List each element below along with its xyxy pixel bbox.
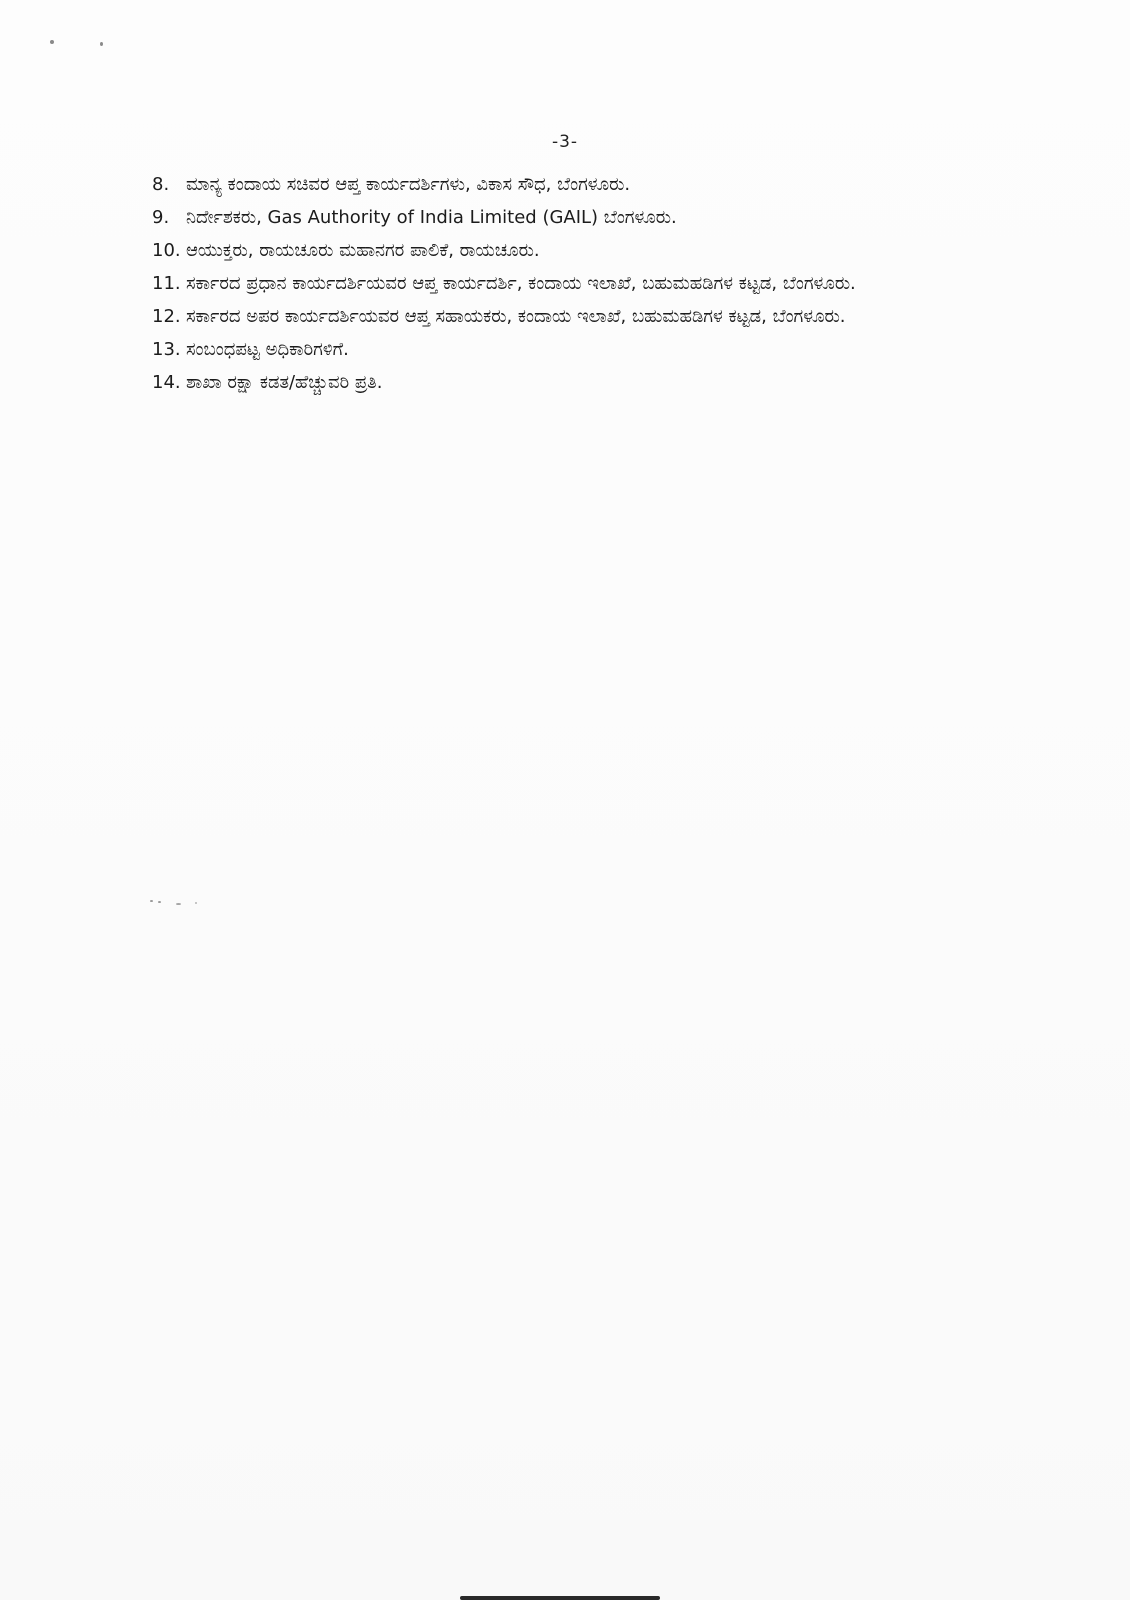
list-item [152, 201, 1002, 234]
list-item [152, 267, 1002, 300]
list-item-number: 9. [152, 207, 170, 228]
scan-speck [176, 903, 181, 905]
page-number: -3- [551, 132, 579, 152]
scan-speck [150, 900, 153, 902]
scan-speck [100, 42, 103, 46]
scan-speck [50, 40, 54, 44]
list-item-text: ಸರ್ಕಾರದ ಪ್ರಧಾನ ಕಾರ್ಯದರ್ಶಿಯವರ ಆಪ್ತ ಕಾರ್ಯದರ್ಶಿ, ಕಂದಾಯ ಇಲಾಖೆ, ಬಹುಮಹಡಿಗಳ ಕಟ್ಟಡ, ಬೆಂಗಳೂರು. [186, 273, 856, 294]
list-item-text: ಸರ್ಕಾರದ ಅಪರ ಕಾರ್ಯದರ್ಶಿಯವರ ಆಪ್ತ ಸಹಾಯಕರು, ಕಂದಾಯ ಇಲಾಖೆ, ಬಹುಮಹಡಿಗಳ ಕಟ್ಟಡ, ಬೆಂಗಳೂರು. [186, 306, 846, 327]
list-item [152, 333, 1002, 366]
list-item [152, 300, 1002, 333]
copy-to-list [152, 168, 1002, 399]
list-item [152, 366, 1002, 399]
list-item-text: ನಿರ್ದೇಶಕರು, Gas Authority of India Limited (GAIL) ಬೆಂಗಳೂರು. [186, 207, 677, 228]
list-item-number: 13. [152, 339, 181, 360]
list-item-number: 11. [152, 273, 181, 294]
list-item [152, 168, 1002, 201]
list-item-number: 12. [152, 306, 181, 327]
list-item-number: 8. [152, 174, 170, 195]
list-item-text: ಮಾನ್ಯ ಕಂದಾಯ ಸಚಿವರ ಆಪ್ತ ಕಾರ್ಯದರ್ಶಿಗಳು, ವಿಕಾಸ ಸೌಧ, ಬೆಂಗಳೂರು. [186, 174, 631, 195]
scan-speck [158, 901, 161, 903]
list-item-number: 10. [152, 240, 181, 261]
scan-speck [195, 902, 197, 904]
scan-edge-line [460, 1596, 660, 1600]
list-item-text: ಸಂಬಂಧಪಟ್ಟ ಅಧಿಕಾರಿಗಳಿಗೆ. [186, 339, 349, 360]
list-item-text: ಆಯುಕ್ತರು, ರಾಯಚೂರು ಮಹಾನಗರ ಪಾಲಿಕೆ, ರಾಯಚೂರು. [186, 240, 540, 261]
list-item-number: 14. [152, 372, 181, 393]
list-item [152, 234, 1002, 267]
list-item-text: ಶಾಖಾ ರಕ್ಷಾ ಕಡತ/ಹೆಚ್ಚುವರಿ ಪ್ರತಿ. [186, 372, 383, 393]
